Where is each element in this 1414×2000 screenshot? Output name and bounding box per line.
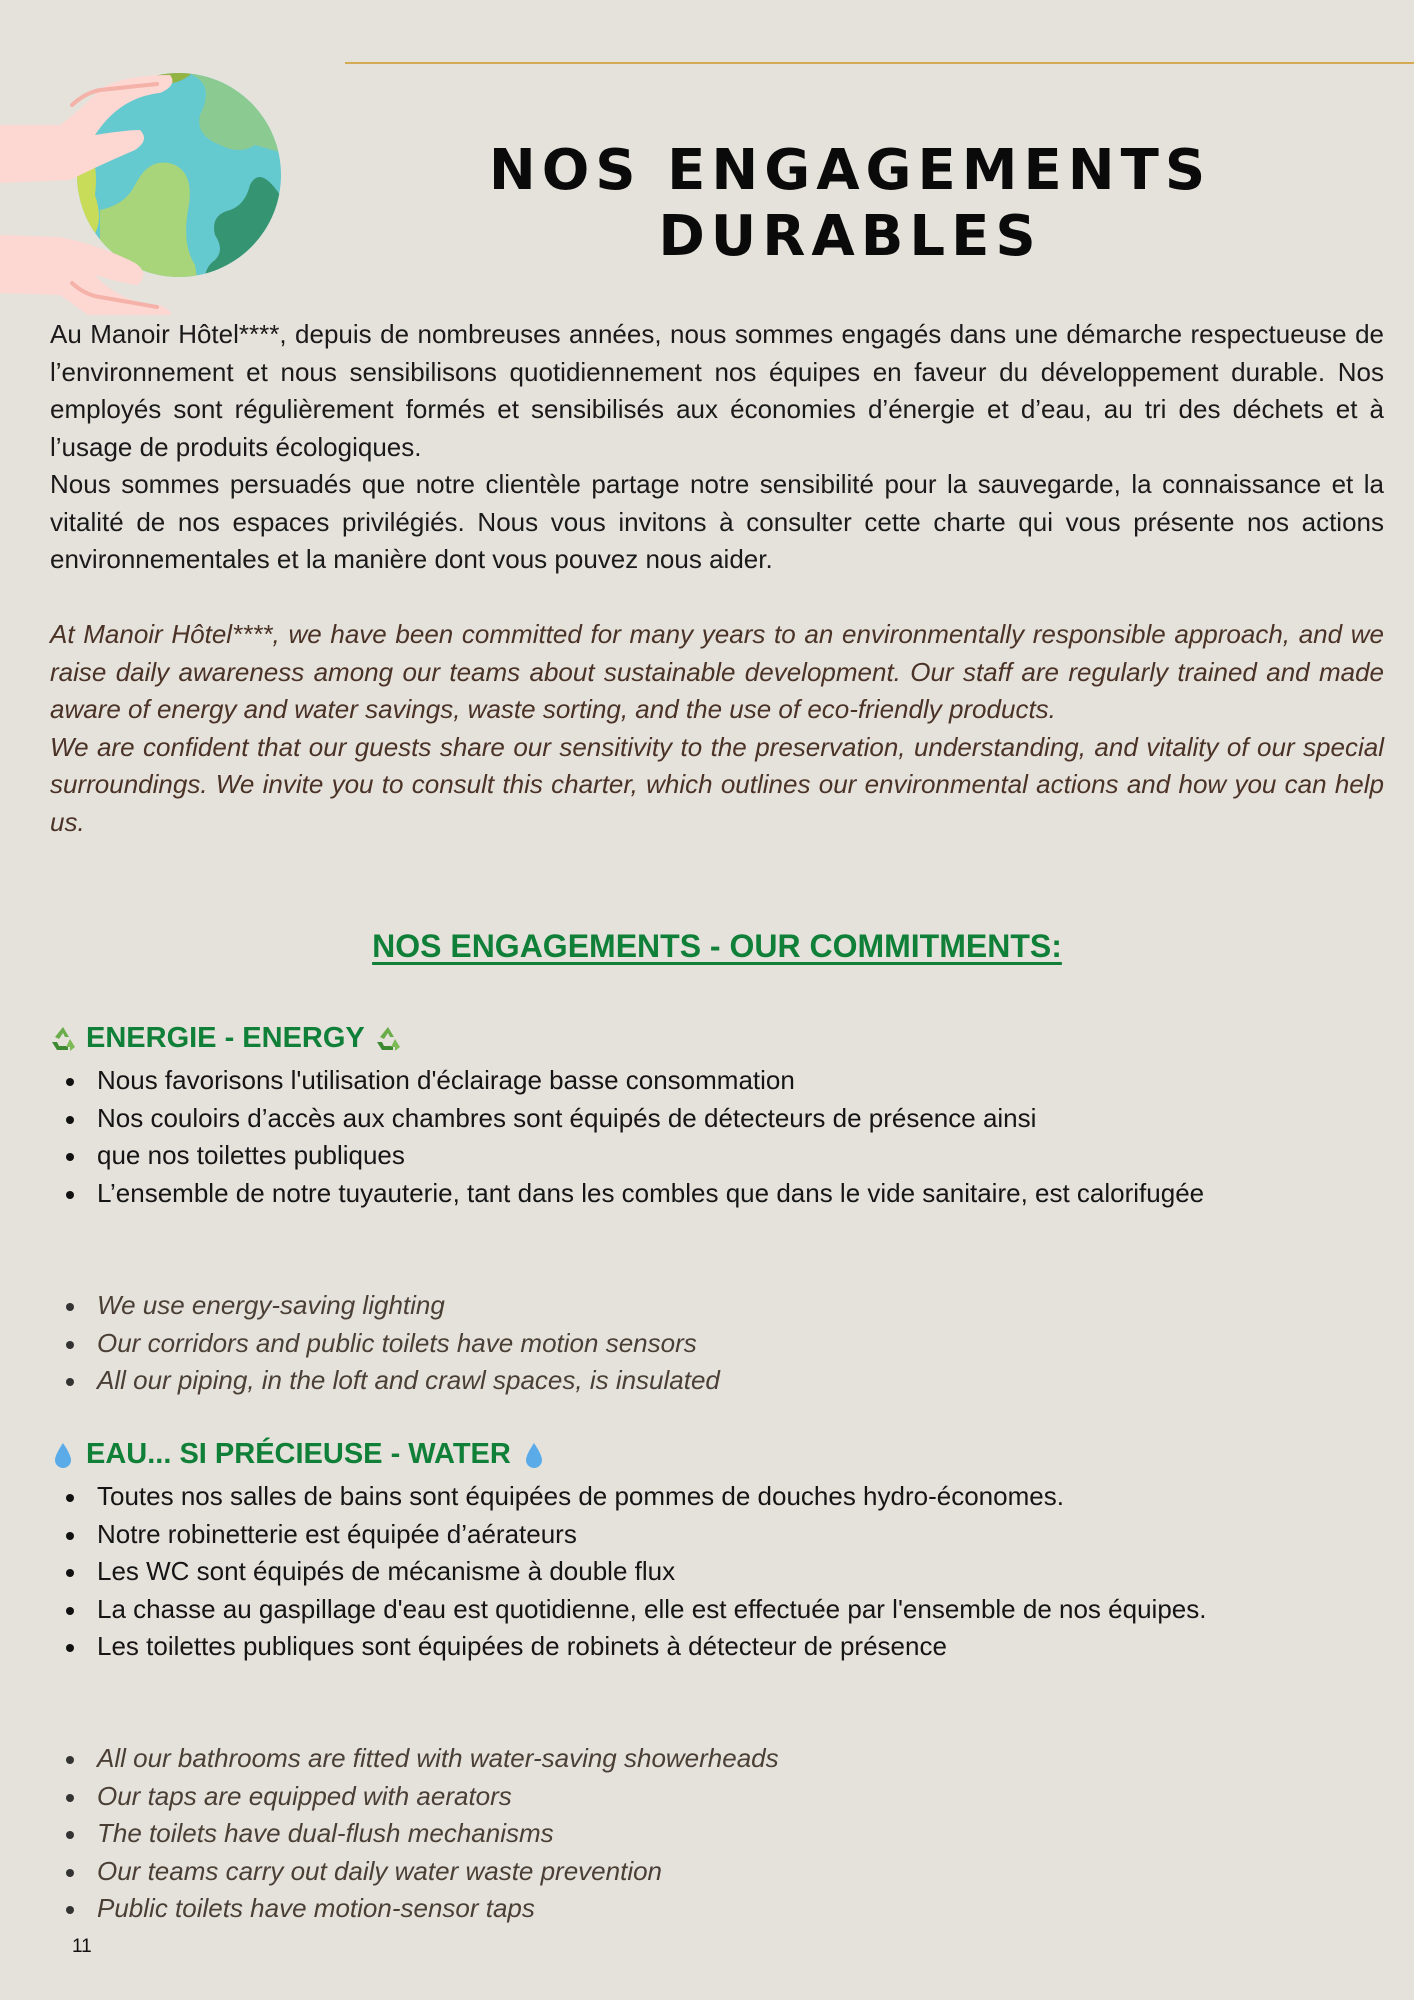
top-divider <box>345 62 1414 64</box>
water-section-heading <box>48 1438 549 1471</box>
energy-section-heading <box>48 1022 403 1055</box>
title-line-2: DURABLES <box>658 203 1042 269</box>
intro-en-paragraph-2: We are confident that our guests share our sensitivity to the preservation, understanding, and vitality of our special surroundings. We invite you to consult this charter, which outlines our environmental actions and how you can help us. <box>50 731 1384 837</box>
list-item: que nos toilettes publiques <box>50 1137 1350 1175</box>
list-item: Our corridors and public toilets have motion sensors <box>50 1325 1350 1363</box>
water-list-fr <box>50 1478 1350 1666</box>
recycle-icon <box>373 1024 403 1054</box>
intro-french <box>50 316 1384 579</box>
page-title <box>400 138 1300 270</box>
list-item: La chasse au gaspillage d'eau est quotidienne, elle est effectuée par l'ensemble de nos équipes. <box>50 1591 1327 1629</box>
title-line-1: NOS ENGAGEMENTS <box>488 137 1212 203</box>
energy-section-title: ENERGIE - ENERGY <box>86 1022 365 1054</box>
list-item: All our bathrooms are fitted with water-saving showerheads <box>50 1740 1350 1778</box>
list-item: Our teams carry out daily water waste prevention <box>50 1853 1350 1891</box>
list-item: L’ensemble de notre tuyauterie, tant dans les combles que dans le vide sanitaire, est calorifugée <box>50 1175 1350 1213</box>
water-section-title: EAU... SI PRÉCIEUSE - WATER <box>86 1438 511 1470</box>
commitments-heading: NOS ENGAGEMENTS - OUR COMMITMENTS: <box>372 928 1062 964</box>
intro-fr-paragraph-1: Au Manoir Hôtel****, depuis de nombreuses années, nous sommes engagés dans une démarche respectueuse de l’environnement et nous sensibilisons quotidiennement nos équipes en faveur du développement durable. Nos employés sont régulièrement formés et sensibilisés aux économies d’énergie et d’eau, au tri des déchets et à l’usage de produits écologiques. <box>50 319 1384 462</box>
hands-holding-globe-icon <box>0 35 290 315</box>
list-item: Toutes nos salles de bains sont équipées de pommes de douches hydro-économes. <box>50 1478 1350 1516</box>
list-item: All our piping, in the loft and crawl spaces, is insulated <box>50 1362 1350 1400</box>
list-item: Public toilets have motion-sensor taps <box>50 1890 1350 1928</box>
water-list-en <box>50 1740 1350 1928</box>
page-number: 11 <box>72 1936 92 1957</box>
list-item: We use energy-saving lighting <box>50 1287 1350 1325</box>
list-item: Nos couloirs d’accès aux chambres sont équipés de détecteurs de présence ainsi <box>50 1100 1350 1138</box>
energy-list-fr <box>50 1062 1350 1212</box>
list-item: Notre robinetterie est équipée d’aérateurs <box>50 1516 1350 1554</box>
energy-list-en <box>50 1287 1350 1400</box>
list-item: Les toilettes publiques sont équipées de robinets à détecteur de présence <box>50 1628 1350 1666</box>
water-drop-icon <box>519 1440 549 1470</box>
list-item: The toilets have dual-flush mechanisms <box>50 1815 1350 1853</box>
intro-fr-paragraph-2: Nous sommes persuadés que notre clientèle partage notre sensibilité pour la sauvegarde, la connaissance et la vitalité de nos espaces privilégiés. Nous vous invitons à consulter cette charte qui vous présente nos actions environnementales et la manière dont vous pouvez nous aider. <box>50 469 1384 574</box>
list-item: Les WC sont équipés de mécanisme à double flux <box>50 1553 1350 1591</box>
list-item: Our taps are equipped with aerators <box>50 1778 1350 1816</box>
list-item: Nous favorisons l'utilisation d'éclairage basse consommation <box>50 1062 1350 1100</box>
recycle-icon <box>48 1024 78 1054</box>
water-drop-icon <box>48 1440 78 1470</box>
intro-en-paragraph-1: At Manoir Hôtel****, we have been committed for many years to an environmentally responsible approach, and we raise daily awareness among our teams about sustainable development. Our staff are regularly trained and made aware of energy and water savings, waste sorting, and the use of eco-friendly products. <box>50 619 1384 724</box>
intro-english <box>50 616 1384 841</box>
